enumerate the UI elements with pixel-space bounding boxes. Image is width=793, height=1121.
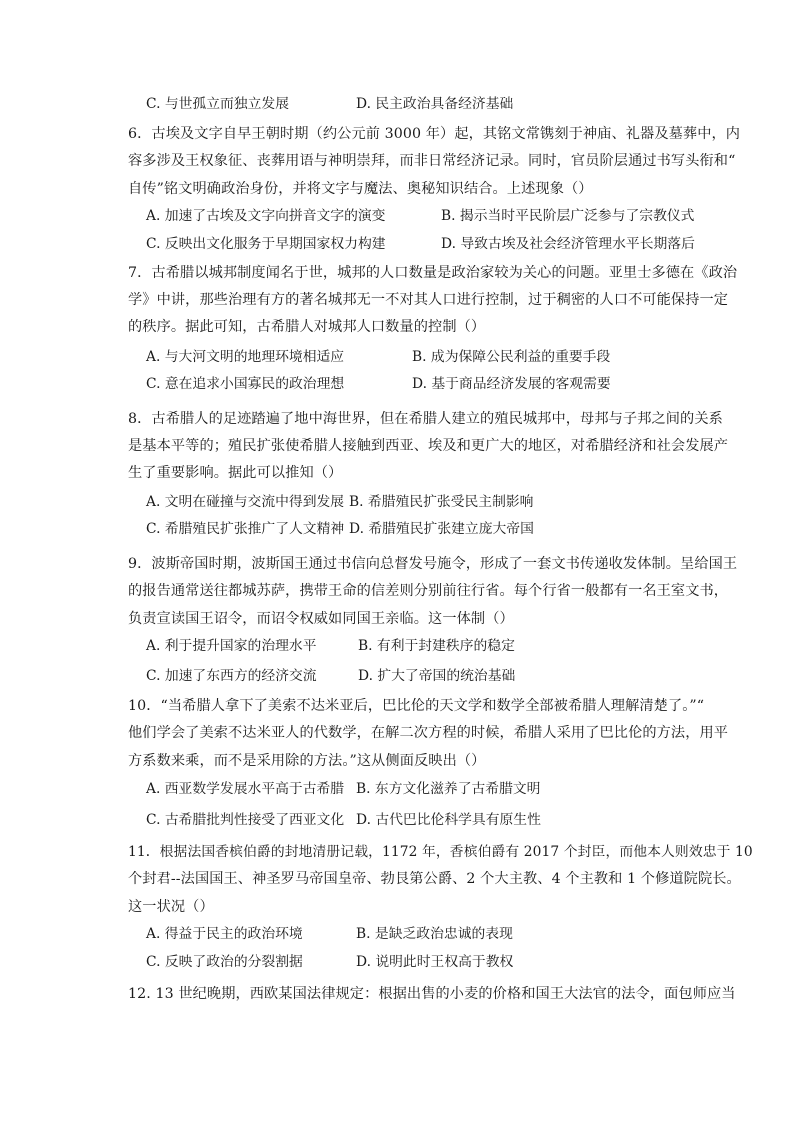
q6-stem-line-2: 容多涉及王权象征、丧葬用语与神明崇拜，而非日常经济记录。同时，官员阶层通过书写头衔和“ [128, 153, 736, 169]
q5-option-d[interactable]: D. 民主政治具备经济基础 [356, 96, 514, 112]
q9-stem-line-3: 负责宣读国王诏令，而诏令权威如同国王亲临。这一体制（） [128, 611, 514, 627]
q9-option-b[interactable]: B. 有利于封建秩序的稳定 [358, 638, 515, 654]
q8-option-d[interactable]: D. 希腊殖民扩张建立庞大帝国 [349, 521, 534, 537]
q9-option-a[interactable]: A. 利于提升国家的治理水平 [146, 638, 317, 654]
q7-stem-line-1: 7．古希腊以城邦制度闻名于世，城邦的人口数量是政治家较为关心的问题。亚里士多德在《政治 [128, 265, 738, 281]
q6-option-d[interactable]: D. 导致古埃及社会经济管理水平长期落后 [441, 236, 695, 252]
q10-option-b[interactable]: B. 东方文化滋养了古希腊文明 [356, 781, 541, 797]
q7-option-c[interactable]: C. 意在追求小国寡民的政治理想 [146, 376, 345, 392]
q6-option-a[interactable]: A. 加速了古埃及文字向拼音文字的演变 [146, 208, 386, 224]
q9-stem-line-2: 的报告通常送往都城苏萨，携带王命的信差则分别前往行省。每个行省一般都有一名王室文书， [128, 583, 729, 599]
q8-stem-line-1: 8．古希腊人的足迹踏遍了地中海世界，但在希腊人建立的殖民城邦中，母邦与子邦之间的关系 [128, 411, 723, 427]
q11-option-c[interactable]: C. 反映了政治的分裂割据 [146, 954, 303, 970]
q10-option-d[interactable]: D. 古代巴比伦科学具有原生性 [356, 812, 541, 828]
q8-stem-line-3: 生了重要影响。据此可以推知（） [128, 465, 343, 481]
q10-option-a[interactable]: A. 西亚数学发展水平高于古希腊 [146, 781, 345, 797]
q11-option-a[interactable]: A. 得益于民主的政治环境 [146, 926, 303, 942]
q8-option-c[interactable]: C. 希腊殖民扩张推广了人文精神 [146, 521, 345, 537]
q9-stem-line-1: 9．波斯帝国时期，波斯国王通过书信向总督发号施令，形成了一套文书传递收发体制。呈给国王 [128, 556, 738, 572]
q11-option-d[interactable]: D. 说明此时王权高于教权 [356, 954, 514, 970]
q10-stem-line-1: 10．“当希腊人拿下了美索不达米亚后，巴比伦的天文学和数学全部被希腊人理解清楚了。”“ [128, 698, 705, 714]
q8-option-b[interactable]: B. 希腊殖民扩张受民主制影响 [349, 494, 534, 510]
q5-option-c[interactable]: C. 与世孤立而独立发展 [146, 96, 290, 112]
q11-stem-line-2: 个封君--法国国王、神圣罗马帝国皇帝、勃艮第公爵、2 个大主教、4 个主教和 1 个修道院院长。 [128, 871, 741, 887]
q12-stem-line-1: 12. 13 世纪晚期，西欧某国法律规定：根据出售的小麦的价格和国王大法官的法令，面包师应当 [128, 986, 736, 1002]
q10-stem-line-2: 他们学会了美索不达米亚人的代数学，在解二次方程的时候，希腊人采用了巴比伦的方法，用平 [128, 725, 729, 741]
q10-option-c[interactable]: C. 古希腊批判性接受了西亚文化 [146, 812, 345, 828]
q7-stem-line-3: 的秩序。据此可知，古希腊人对城邦人口数量的控制（） [128, 319, 486, 335]
q11-stem-line-1: 11．根据法国香槟伯爵的封地清册记载，1172 年，香槟伯爵有 2017 个封臣，而他本人则效忠于 10 [128, 844, 753, 860]
q7-stem-line-2: 学》中讲，那些治理有方的著名城邦无一不对其人口进行控制，过于稠密的人口不可能保持一定 [128, 292, 729, 308]
q6-option-c[interactable]: C. 反映出文化服务于早期国家权力构建 [146, 236, 386, 252]
q10-stem-line-3: 方系数来乘，而不是采用除的方法。”这从侧面反映出（） [128, 753, 486, 769]
q6-stem-line-1: 6．古埃及文字自早王朝时期（约公元前 3000 年）起，其铭文常镌刻于神庙、礼器及墓葬中，内 [128, 126, 741, 142]
q6-stem-line-3: 自传”铭文明确政治身份，并将文字与魔法、奥秘知识结合。上述现象（） [128, 181, 593, 197]
q8-option-a[interactable]: A. 文明在碰撞与交流中得到发展 [146, 494, 345, 510]
q9-option-d[interactable]: D. 扩大了帝国的统治基础 [358, 668, 516, 684]
q6-option-b[interactable]: B. 揭示当时平民阶层广泛参与了宗教仪式 [441, 208, 695, 224]
q11-stem-line-3: 这一状况（） [128, 899, 214, 915]
q7-option-a[interactable]: A. 与大河文明的地理环境相适应 [146, 349, 345, 365]
q7-option-d[interactable]: D. 基于商品经济发展的客观需要 [412, 376, 611, 392]
q7-option-b[interactable]: B. 成为保障公民利益的重要手段 [412, 349, 611, 365]
q9-option-c[interactable]: C. 加速了东西方的经济交流 [146, 668, 317, 684]
q8-stem-line-2: 是基本平等的；殖民扩张使希腊人接触到西亚、埃及和更广大的地区，对希腊经济和社会发展产 [128, 438, 729, 454]
q11-option-b[interactable]: B. 是缺乏政治忠诚的表现 [356, 926, 513, 942]
